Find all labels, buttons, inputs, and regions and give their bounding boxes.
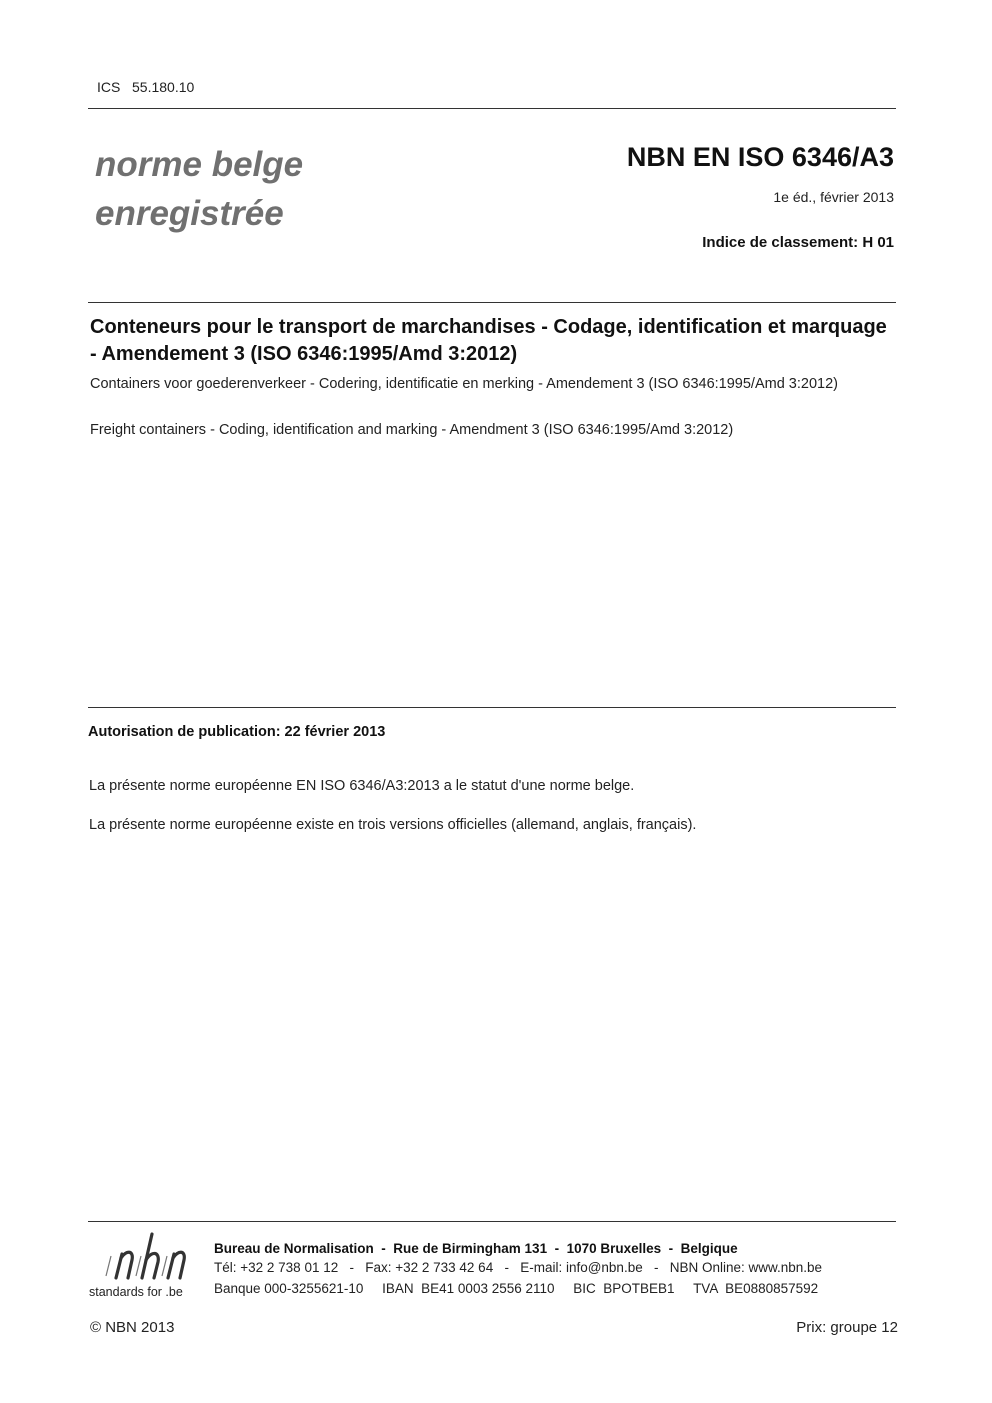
versions-paragraph: La présente norme européenne existe en trois versions officielles (allemand, anglais, français). [89,817,697,833]
price-group: Prix: groupe 12 [796,1319,898,1336]
body-divider [88,707,896,708]
publication-authorization: Autorisation de publication: 22 février 2013 [88,724,386,740]
footer-banking: Banque 000-3255621-10 IBAN BE41 0003 2556 2110 BIC BPOTBEB1 TVA BE0880857592 [214,1281,819,1296]
title-dutch: Containers voor goederenverkeer - Codering, identificatie en merking - Amendement 3 (ISO 6346:1995/Amd 3:2012) [90,376,838,392]
copyright: © NBN 2013 [90,1319,175,1336]
header-divider [88,108,896,109]
edition-date: 1e éd., février 2013 [773,189,894,205]
ics-code: ICS 55.180.10 [97,79,195,95]
footer-contact: Tél: +32 2 738 01 12 - Fax: +32 2 733 42 64 - E-mail: info@nbn.be - NBN Online: www.nbn.be [214,1260,823,1275]
norme-label [95,140,303,238]
nbn-logo [88,1228,200,1308]
footer-address: Bureau de Normalisation - Rue de Birmingham 131 - 1070 Bruxelles - Belgique [214,1241,738,1256]
logo-tagline: standards for .be [89,1285,183,1299]
footer-divider [88,1221,896,1222]
nbn-logo-icon [102,1228,192,1282]
norme-label-line2: enregistrée [95,194,284,233]
standard-code: NBN EN ISO 6346/A3 [626,142,894,172]
title-divider [88,302,896,303]
status-paragraph: La présente norme européenne EN ISO 6346/A3:2013 a le statut d'une norme belge. [89,778,635,794]
title-english: Freight containers - Coding, identification and marking - Amendment 3 (ISO 6346:1995/Amd 3:2012) [90,422,734,438]
title-french: Conteneurs pour le transport de marchandises - Codage, identification et marquage - Amendement 3 (ISO 6346:1995/Amd 3:2012) [90,316,887,365]
norme-label-line1: norme belge [95,145,304,184]
classification-index: Indice de classement: H 01 [702,234,894,251]
